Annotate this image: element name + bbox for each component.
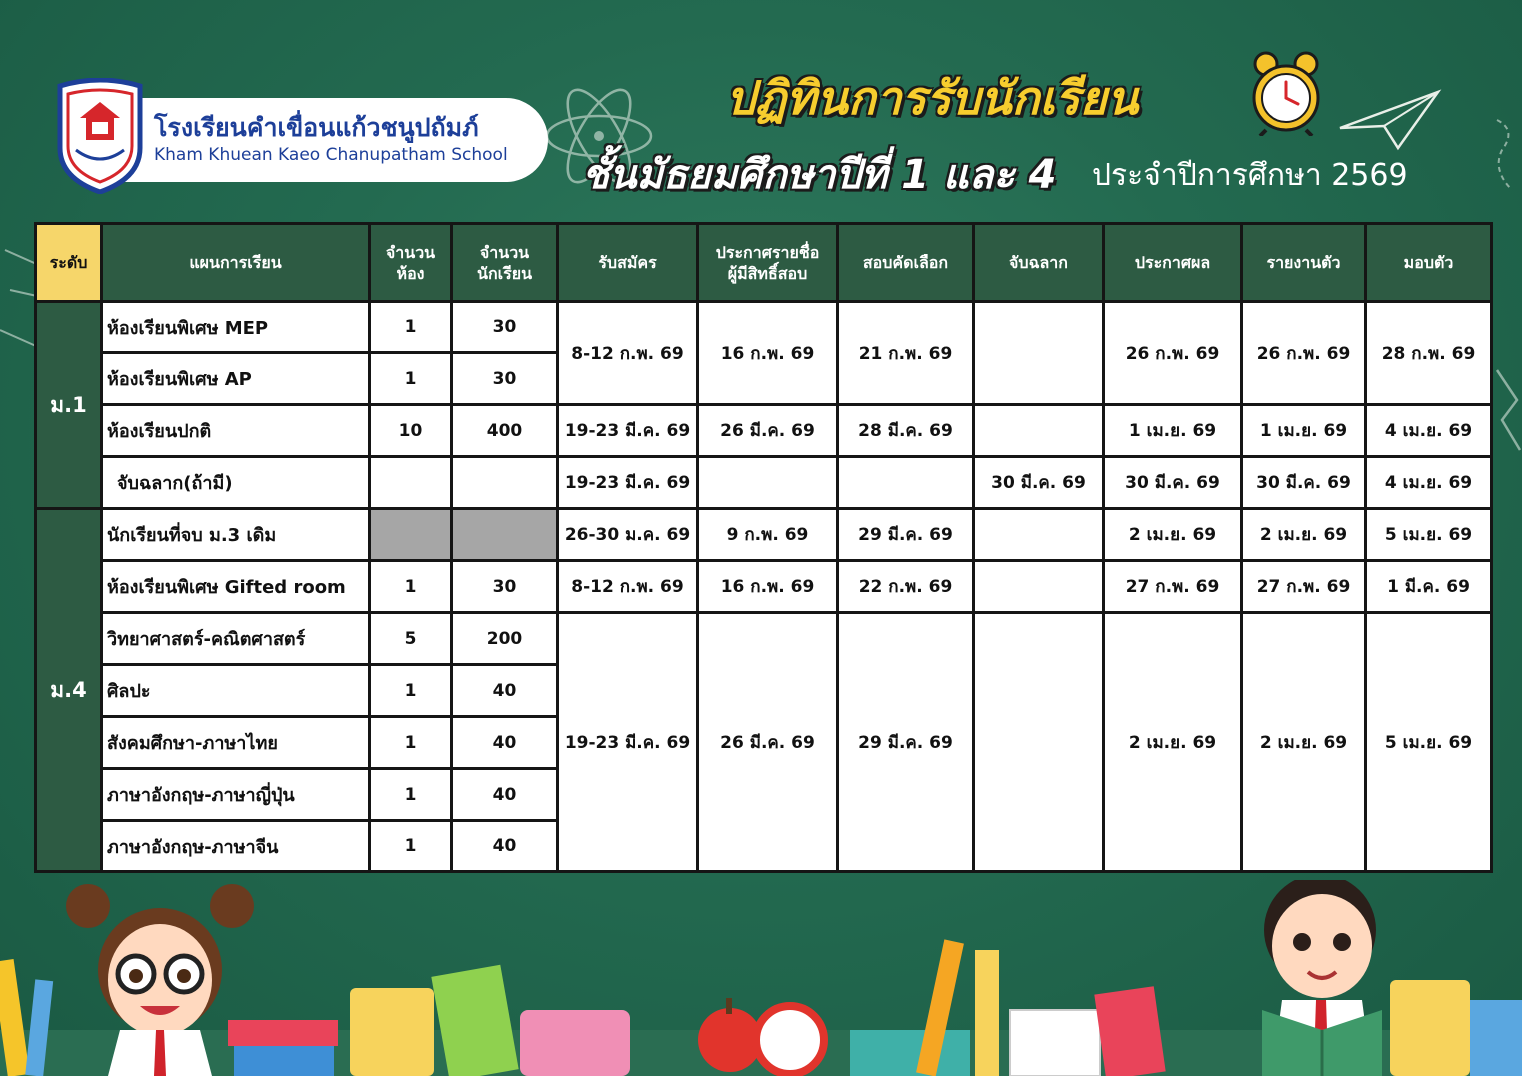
plan-cell: สังคมศึกษา-ภาษาไทย <box>102 717 370 769</box>
page-title: ปฏิทินการรับนักเรียน <box>726 71 1139 125</box>
apply-cell: 19-23 มี.ค. 69 <box>558 405 698 457</box>
chalk-scribble-right-icon <box>1492 110 1522 220</box>
plan-cell: ห้องเรียนพิเศษ AP <box>102 353 370 405</box>
plan-cell: ห้องเรียนพิเศษ MEP <box>102 302 370 353</box>
announce-cell <box>698 457 838 509</box>
exam-cell: 29 มี.ค. 69 <box>838 613 974 872</box>
academic-year: ประจำปีการศึกษา 2569 <box>1092 158 1408 193</box>
school-name-thai: โรงเรียนคำเขื่อนแก้วชนูปถัมภ์ <box>154 113 479 142</box>
plan-cell: ศิลปะ <box>102 665 370 717</box>
table-row <box>36 509 1492 561</box>
apply-cell: 8-12 ก.พ. 69 <box>558 561 698 613</box>
announce-cell: 26 มี.ค. 69 <box>698 405 838 457</box>
plan-cell: ภาษาอังกฤษ-ภาษาจีน <box>102 821 370 872</box>
lottery-cell <box>974 613 1104 872</box>
report-cell: 2 เม.ย. 69 <box>1242 509 1366 561</box>
school-emblem-icon <box>52 78 148 194</box>
header-plan: แผนการเรียน <box>102 224 370 302</box>
announce-cell: 26 มี.ค. 69 <box>698 613 838 872</box>
apply-cell: 19-23 มี.ค. 69 <box>558 457 698 509</box>
apply-cell: 26-30 ม.ค. 69 <box>558 509 698 561</box>
alarm-clock-icon <box>1248 50 1324 136</box>
result-cell: 2 เม.ย. 69 <box>1104 613 1242 872</box>
enroll-cell: 5 เม.ย. 69 <box>1366 509 1492 561</box>
students-cell: 40 <box>452 769 558 821</box>
table-row <box>36 457 1492 509</box>
students-cell: 200 <box>452 613 558 665</box>
apply-cell: 19-23 มี.ค. 69 <box>558 613 698 872</box>
report-cell: 27 ก.พ. 69 <box>1242 561 1366 613</box>
level-m4: ม.4 <box>36 509 102 872</box>
exam-cell: 29 มี.ค. 69 <box>838 509 974 561</box>
admission-schedule-table <box>34 222 1493 873</box>
students-cell: 40 <box>452 821 558 872</box>
students-cell <box>452 509 558 561</box>
plan-cell: ภาษาอังกฤษ-ภาษาญี่ปุ่น <box>102 769 370 821</box>
students-cell: 400 <box>452 405 558 457</box>
rooms-cell <box>370 509 452 561</box>
lottery-cell <box>974 302 1104 405</box>
report-cell: 1 เม.ย. 69 <box>1242 405 1366 457</box>
students-cell: 40 <box>452 665 558 717</box>
students-cell: 30 <box>452 353 558 405</box>
header-announce: ประกาศรายชื่อ ผู้มีสิทธิ์สอบ <box>698 224 838 302</box>
plan-cell: ห้องเรียนปกติ <box>102 405 370 457</box>
report-cell: 30 มี.ค. 69 <box>1242 457 1366 509</box>
lottery-cell <box>974 405 1104 457</box>
exam-cell <box>838 457 974 509</box>
rooms-cell: 5 <box>370 613 452 665</box>
enroll-cell: 28 ก.พ. 69 <box>1366 302 1492 405</box>
result-cell: 1 เม.ย. 69 <box>1104 405 1242 457</box>
lottery-cell <box>974 509 1104 561</box>
report-cell: 2 เม.ย. 69 <box>1242 613 1366 872</box>
exam-cell: 28 มี.ค. 69 <box>838 405 974 457</box>
plan-cell: นักเรียนที่จบ ม.3 เดิม <box>102 509 370 561</box>
students-cell: 40 <box>452 717 558 769</box>
paper-plane-icon <box>1338 88 1442 152</box>
students-cell: 30 <box>452 561 558 613</box>
rooms-cell: 10 <box>370 405 452 457</box>
apply-cell: 8-12 ก.พ. 69 <box>558 302 698 405</box>
lottery-cell <box>974 561 1104 613</box>
exam-cell: 21 ก.พ. 69 <box>838 302 974 405</box>
table-header-row <box>36 224 1492 302</box>
header-lottery: จับฉลาก <box>974 224 1104 302</box>
table-row <box>36 613 1492 665</box>
header-enroll: มอบตัว <box>1366 224 1492 302</box>
result-cell: 26 ก.พ. 69 <box>1104 302 1242 405</box>
school-name-english: Kham Khuean Kaeo Chanupatham School <box>154 145 508 165</box>
announce-cell: 16 ก.พ. 69 <box>698 302 838 405</box>
result-cell: 27 ก.พ. 69 <box>1104 561 1242 613</box>
level-m1: ม.1 <box>36 302 102 509</box>
table-row <box>36 561 1492 613</box>
rooms-cell: 1 <box>370 717 452 769</box>
plan-cell: วิทยาศาสตร์-คณิตศาสตร์ <box>102 613 370 665</box>
result-cell: 2 เม.ย. 69 <box>1104 509 1242 561</box>
rooms-cell: 1 <box>370 561 452 613</box>
announce-cell: 16 ก.พ. 69 <box>698 561 838 613</box>
enroll-cell: 4 เม.ย. 69 <box>1366 405 1492 457</box>
header-result: ประกาศผล <box>1104 224 1242 302</box>
enroll-cell: 1 มี.ค. 69 <box>1366 561 1492 613</box>
result-cell: 30 มี.ค. 69 <box>1104 457 1242 509</box>
rooms-cell <box>370 457 452 509</box>
rooms-cell: 1 <box>370 665 452 717</box>
header-rooms: จำนวน ห้อง <box>370 224 452 302</box>
page-subtitle: ชั้นมัธยมศึกษาปีที่ 1 และ 4 <box>582 152 1057 198</box>
enroll-cell: 5 เม.ย. 69 <box>1366 613 1492 872</box>
header-apply: รับสมัคร <box>558 224 698 302</box>
header-level: ระดับ <box>36 224 102 302</box>
school-supplies-illustration <box>0 880 1522 1076</box>
chalk-rocket-icon <box>1492 360 1522 480</box>
plan-cell: ห้องเรียนพิเศษ Gifted room <box>102 561 370 613</box>
header-students: จำนวน นักเรียน <box>452 224 558 302</box>
rooms-cell: 1 <box>370 353 452 405</box>
rooms-cell: 1 <box>370 769 452 821</box>
table-row <box>36 302 1492 353</box>
rooms-cell: 1 <box>370 302 452 353</box>
report-cell: 26 ก.พ. 69 <box>1242 302 1366 405</box>
rooms-cell: 1 <box>370 821 452 872</box>
header-exam: สอบคัดเลือก <box>838 224 974 302</box>
students-cell: 30 <box>452 302 558 353</box>
plan-cell: จับฉลาก(ถ้ามี) <box>102 457 370 509</box>
header-report: รายงานตัว <box>1242 224 1366 302</box>
enroll-cell: 4 เม.ย. 69 <box>1366 457 1492 509</box>
students-cell <box>452 457 558 509</box>
announce-cell: 9 ก.พ. 69 <box>698 509 838 561</box>
exam-cell: 22 ก.พ. 69 <box>838 561 974 613</box>
lottery-cell: 30 มี.ค. 69 <box>974 457 1104 509</box>
table-row <box>36 405 1492 457</box>
